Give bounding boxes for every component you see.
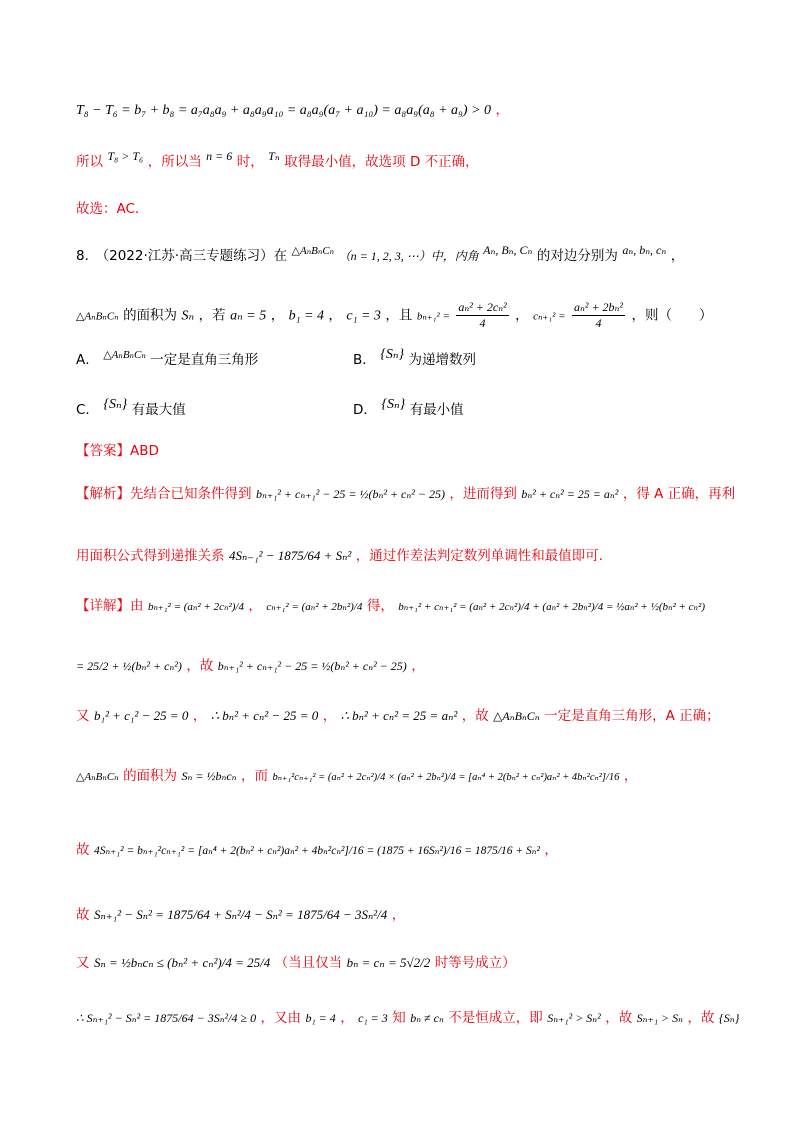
text: （当且仅当 <box>274 955 343 971</box>
math-expression: bₙ = cₙ = 5√2/2 <box>346 955 431 970</box>
math-expression: bₙ₊₁² + cₙ₊₁² − 25 = ½(bₙ² + cₙ² − 25) <box>217 659 407 673</box>
math-expression: ∴ Sₙ₊₁² − Sₙ² = 1875/64 − 3Sₙ²/4 ≥ 0 <box>76 1011 257 1025</box>
text: 故 <box>76 907 90 923</box>
detail-line-8 <box>76 1008 739 1028</box>
equation-line <box>76 100 509 121</box>
analysis-heading: 【解析】先结合已知条件得到 <box>76 486 252 502</box>
detail-line-3 <box>76 706 720 726</box>
text: 所以 <box>76 154 103 170</box>
option-text: 有最小值 <box>409 402 464 418</box>
math-expression: cₙ₊₁² = <box>533 310 566 323</box>
text: 得， <box>366 598 394 614</box>
math-expression: bₙ₊₁² + cₙ₊₁² = (aₙ² + 2cₙ²)/4 + (aₙ² + 2bₙ²)/4 = ½aₙ² + ½(bₙ² + cₙ²) <box>398 601 705 613</box>
text: ，又由 <box>260 1010 302 1026</box>
text: ，故 <box>687 1010 715 1026</box>
math-expression: Sₙ = ½bₙcₙ <box>181 769 237 783</box>
text: ， <box>670 248 685 264</box>
option-b[interactable] <box>353 348 476 369</box>
text: ，且 <box>385 307 413 324</box>
numerator: aₙ² + 2cₙ² <box>458 300 507 314</box>
math-expression: {Sₙ} <box>380 347 405 362</box>
math-expression: △AₙBₙCₙ <box>291 245 335 257</box>
text: ，而 <box>240 768 268 784</box>
detail-line-4 <box>76 766 637 788</box>
text: ， <box>340 1010 354 1026</box>
option-text: 一定是直角三角形 <box>150 352 259 368</box>
math-expression: c₁ = 3 <box>358 1011 388 1025</box>
option-d[interactable] <box>353 398 464 419</box>
text: 又 <box>76 955 90 971</box>
math-expression: △AₙBₙCₙ <box>103 349 146 361</box>
math-expression: cₙ₊₁² = (aₙ² + 2bₙ²)/4 <box>266 601 363 613</box>
math-expression: bₙ² + cₙ² = 25 = aₙ² <box>521 487 619 501</box>
text: 用面积公式得到递推关系 <box>76 548 225 564</box>
text: ， <box>391 907 406 923</box>
math-expression: Sₙ = ½bₙcₙ ≤ (bₙ² + cₙ²)/4 = 25/4 <box>93 955 271 970</box>
math-expression: ∴ bₙ² + cₙ² − 25 = 0 <box>210 708 319 723</box>
math-expression: b₁ = 4 <box>305 1011 336 1025</box>
text: ，故 <box>186 658 214 674</box>
math-expression: T₈ > T₆ <box>107 149 144 163</box>
math-expression: Sₙ₊₁² − Sₙ² = 1875/64 + Sₙ²/4 − Sₙ² = 1875/64 − 3Sₙ²/4 <box>93 907 388 922</box>
text: ，进而得到 <box>449 486 517 502</box>
text: ， <box>515 307 529 324</box>
math-expression: Tₙ <box>268 149 280 163</box>
option-label: D． <box>353 402 377 418</box>
option-text: 为递增数列 <box>408 352 477 368</box>
detail-line-5 <box>76 840 558 861</box>
math-expression: △AₙBₙCₙ <box>76 771 119 783</box>
text: ，得 A 正确，再利 <box>622 486 736 502</box>
text: ，若 <box>198 307 226 324</box>
math-expression: （n = 1, 2, 3, ⋯）中，内角 <box>338 249 479 263</box>
fraction <box>572 300 625 331</box>
answer-label: 【答案】ABD <box>76 443 159 459</box>
detail-heading: 【详解】由 <box>76 598 144 614</box>
math-expression: Sₙ <box>181 308 195 324</box>
math-expression: b₁ = 4 <box>288 308 324 324</box>
math-expression: bₙ₊₁² = (aₙ² + 2cₙ²)/4 <box>147 601 244 613</box>
text: 故 <box>76 842 90 858</box>
analysis-line-2 <box>76 546 603 566</box>
option-label: C． <box>76 402 99 418</box>
math-expression: 4Sₙ₋₁² − 1875/64 + Sₙ² <box>228 548 352 563</box>
math-expression: △AₙBₙCₙ <box>76 310 119 323</box>
text: 取得最小值，故选项 D 不正确， <box>284 154 479 170</box>
text: 知 <box>392 1010 406 1026</box>
question-8-stem <box>76 243 685 267</box>
math-expression: ∴ bₙ² + cₙ² = 25 = aₙ² <box>340 708 458 723</box>
math-expression: Aₙ, Bₙ, Cₙ <box>483 243 533 257</box>
math-expression: bₙ₊₁² = <box>416 310 450 323</box>
option-a[interactable] <box>76 348 258 368</box>
text: ， <box>192 708 207 724</box>
detail-line-6 <box>76 905 405 925</box>
math-expression: c₁ = 3 <box>346 308 381 324</box>
math-expression: △AₙBₙCₙ <box>493 709 540 723</box>
math-expression: Sₙ₊₁ > Sₙ <box>636 1011 684 1025</box>
math-expression: Sₙ₊₁² > Sₙ² <box>547 1011 601 1025</box>
math-expression: bₙ₊₁²cₙ₊₁² = (aₙ² + 2cₙ²)/4 × (aₙ² + 2bₙ²)/4 = [aₙ⁴ + 2(bₙ² + cₙ²)aₙ² + 4bₙ²cₙ²]/16 <box>272 772 620 783</box>
text: 的对边分别为 <box>536 248 618 264</box>
denominator: 4 <box>595 316 602 330</box>
option-label: B． <box>353 352 376 368</box>
fraction <box>456 300 508 331</box>
text: 又 <box>76 708 90 724</box>
question-source: 8. （2022·江苏·高三专题练习）在 <box>76 248 288 264</box>
text: 时， <box>236 154 264 170</box>
math-expression: b₁² + c₁² − 25 = 0 <box>93 708 189 723</box>
detail-line-2 <box>76 656 425 676</box>
analysis-line-1 <box>76 484 735 504</box>
math-expression: aₙ, bₙ, cₙ <box>622 243 667 257</box>
math-expression: = 25/2 + ½(bₙ² + cₙ²) <box>76 659 182 673</box>
math-expression: 4Sₙ₊₁² = bₙ₊₁²cₙ₊₁² = [aₙ⁴ + 2(bₙ² + cₙ²)aₙ² + 4bₙ²cₙ²]/16 = (1875 + 16Sₙ²)/16 = 1875/16 + Sₙ² <box>93 845 540 857</box>
text: ， <box>270 307 285 324</box>
option-c[interactable] <box>76 398 186 419</box>
text: ， <box>322 708 337 724</box>
text: 的面积为 <box>123 307 178 324</box>
math-expression: T₈ − T₆ = b₇ + b₈ = a₇a₈a₉ + a₈a₉a₁₀ = a₈a₉(a₇ + a₁₀) = a₈a₉(a₈ + a₉) > 0 <box>76 103 492 118</box>
detail-line-1 <box>76 596 705 617</box>
text: 的面积为 <box>123 768 178 784</box>
text: ，所以当 <box>147 154 202 170</box>
denominator: 4 <box>479 316 486 330</box>
text: ， <box>623 768 638 784</box>
option-text: 有最大值 <box>131 402 186 418</box>
text: ，故 <box>605 1010 633 1026</box>
text: 时等号成立） <box>434 955 516 971</box>
math-expression: bₙ₊₁² + cₙ₊₁² − 25 = ½(bₙ² + cₙ² − 25) <box>255 487 445 501</box>
text: ， <box>411 658 425 674</box>
question-8-conditions <box>76 300 712 331</box>
math-expression: {Sₙ} <box>381 397 406 412</box>
text: ， <box>544 842 558 858</box>
math-expression: {Sₙ} <box>103 397 128 412</box>
text: ，故 <box>461 708 489 724</box>
math-expression: bₙ ≠ cₙ <box>410 1011 444 1025</box>
text: ，通过作差法判定数列单调性和最值即可. <box>355 548 604 564</box>
detail-line-7 <box>76 953 516 973</box>
text: 不是恒成立，即 <box>448 1010 543 1026</box>
math-expression: aₙ = 5 <box>230 308 267 324</box>
text: ， <box>248 598 262 614</box>
math-expression: {Sₙ} <box>718 1011 740 1025</box>
numerator: aₙ² + 2bₙ² <box>574 300 624 314</box>
text: ，则（ ） <box>631 307 713 324</box>
punctuation: ， <box>495 102 509 118</box>
conclusion-line <box>76 149 479 172</box>
answer-choice-line: 故选：AC. <box>76 201 140 217</box>
text: 一定是直角三角形，A 正确； <box>544 708 720 724</box>
text: ， <box>328 307 342 324</box>
math-expression: n = 6 <box>206 149 233 163</box>
option-label: A． <box>76 352 99 368</box>
